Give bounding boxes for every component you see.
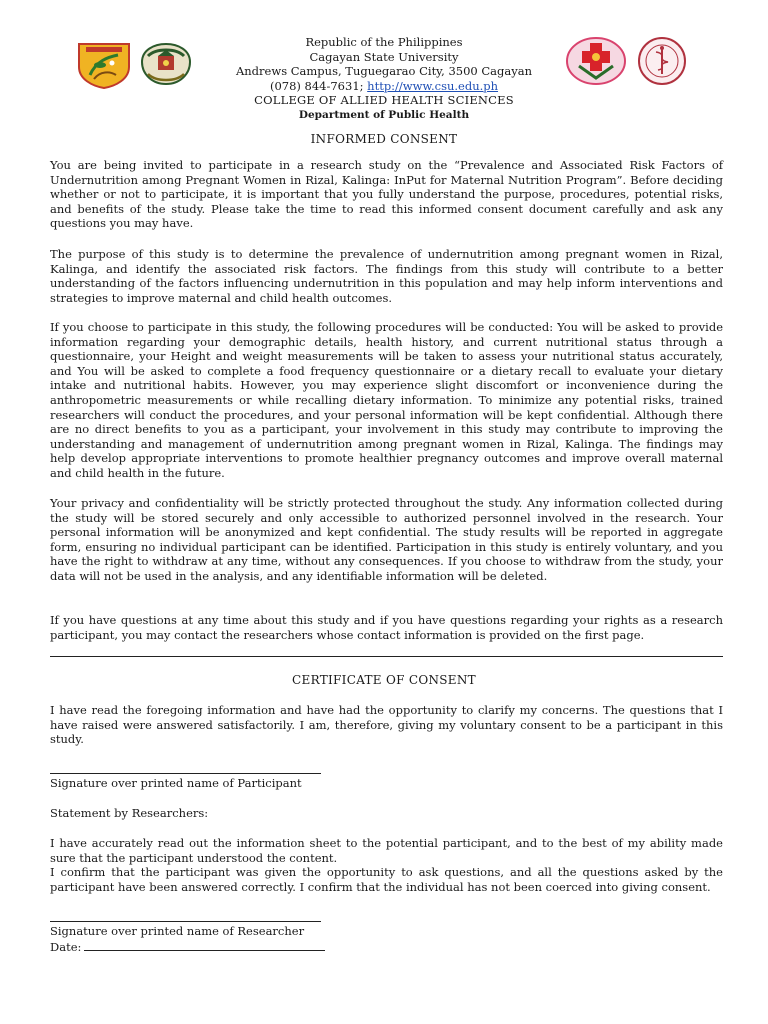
certificate-title: CERTIFICATE OF CONSENT <box>292 673 476 687</box>
section-divider <box>50 656 723 657</box>
college-name: COLLEGE OF ALLIED HEALTH SCIENCES <box>254 93 514 108</box>
university-name: Cagayan State University <box>309 49 459 64</box>
public-health-seal-logo <box>634 36 690 86</box>
campus-address: Andrews Campus, Tuguegarao City, 3500 Cagayan <box>235 64 533 79</box>
document-title: INFORMED CONSENT <box>310 132 458 146</box>
csu-seal-logo <box>76 41 132 89</box>
procedures-paragraph: If you choose to participate in this study, the following procedures will be conducted: You will be asked to provide information regarding your demographic details, health history, and current nutritional status through a questionnaire, your Height and weight measurements will be taken to assess your nutritional status accurately, and You will be asked to complete a food frequency questionnaire or a dietary recall to evaluate your dietary intake and nutritional habits. However, you may experience slight discomfort or inconvenience during the anthropometric measurements or while recalling dietary information. To minimize any potential risks, trained researchers will conduct the procedures, and your personal information will be kept confidential. Although there are no direct benefits to you as a participant, your involvement in this study may contribute to improving the understanding and management of undernutrition among pregnant women in Rizal, Kalinga. The findings may help develop appropriate interventions to promote healthier pregnancy outcomes and improve overall maternal and child health in the future. <box>50 320 723 480</box>
privacy-paragraph: Your privacy and confidentiality will be strictly protected throughout the study. Any information collected during the study will be stored securely and only accessible to authorized personnel involved in the research. Your personal information will be anonymized and kept confidential. The study results will be reported in aggregate form, ensuring no individual participant can be identified. Participation in this study is entirely voluntary, and you have the right to withdraw at any time, without any consequences. If you choose to withdraw from the study, your data will not be used in the analysis, and any identifiable information will be deleted. <box>50 496 723 583</box>
republic-line: Republic of the Philippines <box>305 35 463 49</box>
researcher-signature-line[interactable] <box>50 921 321 922</box>
health-sciences-logo <box>565 36 627 86</box>
purpose-paragraph: The purpose of this study is to determine the prevalence of undernutrition among pregnant women in Rizal, Kalinga, and identify the associated risk factors. The findings from this study will contribute to a better understanding of the factors influencing undernutrition in this population and may help inform interventions and strategies to improve maternal and child health outcomes. <box>50 247 723 305</box>
researcher-signature-label: Signature over printed name of Researcher <box>50 924 305 938</box>
phone-number: (078) 844-7631; <box>269 78 364 93</box>
department-name: Department of Public Health <box>298 108 470 121</box>
contact-line <box>200 79 568 94</box>
date-line[interactable] <box>84 939 325 951</box>
intro-paragraph: You are being invited to participate in a research study on the “Prevalence and Associated Risk Factors of Undernutrition among Pregnant Women in Rizal, Kalinga: InPut for Maternal Nutrition Program”. Before deciding whether or not to participate, it is important that you fully understand the purpose, procedures, potential risks, and benefits of the study. Please take the time to read this informed consent document carefully and ask any questions you may have. <box>50 158 723 231</box>
questions-paragraph: If you have questions at any time about this study and if you have questions regarding your rights as a research participant, you may contact the researchers whose contact information is provided on the first page. <box>50 613 723 642</box>
college-seal-logo <box>138 42 194 86</box>
researcher-statement-2: I confirm that the participant was given the opportunity to ask questions, and all the questions asked by the participant have been answered correctly. I confirm that the individual has not been coerced into giving consent. <box>50 865 723 894</box>
letterhead <box>200 35 568 123</box>
website-link[interactable]: http://www.csu.edu.ph <box>367 78 499 93</box>
researchers-heading: Statement by Researchers: <box>50 806 209 820</box>
consent-statement: I have read the foregoing information and have had the opportunity to clarify my concerns. The questions that I have raised were answered satisfactorily. I am, therefore, giving my voluntary consent to be a participant in this study. <box>50 703 723 747</box>
date-field <box>50 939 325 955</box>
participant-signature-label: Signature over printed name of Participant <box>50 776 302 790</box>
date-label: Date: <box>50 940 82 954</box>
researcher-statement-1: I have accurately read out the information sheet to the potential participant, and to the best of my ability made sure that the participant understood the content. <box>50 836 723 865</box>
participant-signature-line[interactable] <box>50 773 321 774</box>
